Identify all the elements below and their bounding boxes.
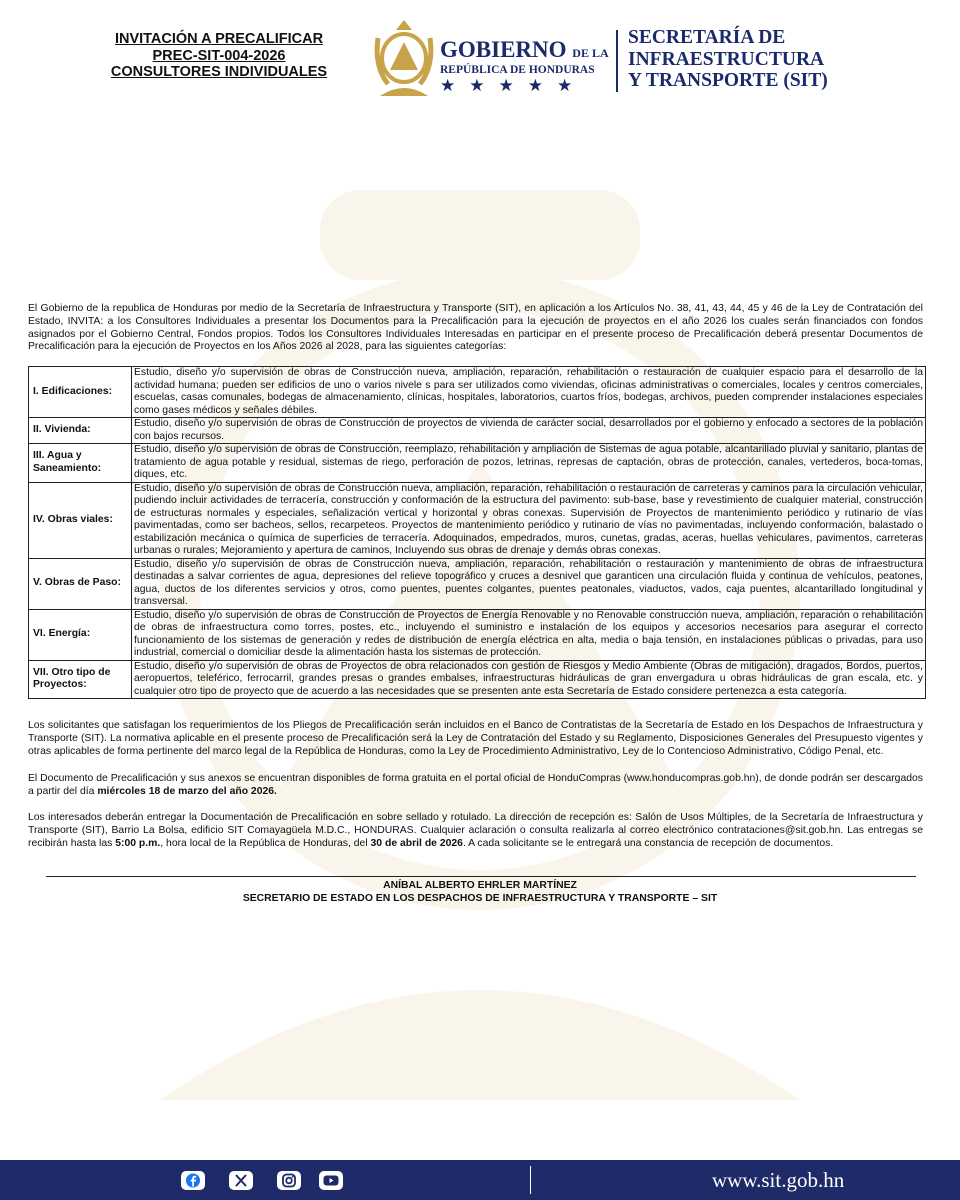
- facebook-icon[interactable]: [181, 1171, 205, 1190]
- x-icon[interactable]: [229, 1171, 253, 1190]
- availability-text: El Documento de Precalificación y sus anexos se encuentran disponibles de forma gratuita en el portal oficial de HonduCompras (www.honducompras.gob.hn), de donde podrán ser descargados a partir del día: [28, 773, 923, 797]
- availability-date: miércoles 18 de marzo del año 2026.: [97, 786, 277, 797]
- ministry-name-line: INFRAESTRUCTURA: [628, 48, 825, 70]
- ministry-name: [628, 27, 828, 92]
- invitation-title: [100, 31, 338, 81]
- government-name: [440, 38, 609, 65]
- category-description: Estudio, diseño y/o supervisión de obras de Proyectos de obra relacionados con gestión de Riesgos y Medio Ambiente (Obras de mitigación), dragados, Bordos, puertos, aeropuertos, teleférico, ferrocarril, grandes presas o grandes embalses, infraestructuras hidráulicas de gran envergadura u obras hidráulicas de gran escala, etc. y cualquier otro tipo de proyecto que de acuerdo a las necesidades que se presenten ante esta Secretaría de Estado considere pertenezca a esta categoría.: [132, 660, 926, 699]
- category-name: IV. Obras viales:: [29, 482, 132, 558]
- category-name: VI. Energía:: [29, 609, 132, 660]
- ministry-name-line: SECRETARÍA DE: [628, 27, 786, 48]
- categories-table: [28, 366, 926, 699]
- instagram-icon[interactable]: [277, 1171, 301, 1190]
- honduras-coat-of-arms-icon: [372, 18, 436, 98]
- signatory-name: ANÍBAL ALBERTO EHRLER MARTÍNEZ: [383, 880, 577, 891]
- category-name: V. Obras de Paso:: [29, 558, 132, 609]
- invitation-code: PREC-SIT-004-2026: [152, 47, 286, 64]
- category-description: Estudio, diseño y/o supervisión de obras de Construcción, reemplazo, rehabilitación y ampliación de Sistemas de agua potable, alcantarillado pluvial y sanitario, plantas de tratamiento de agua potable y residual, sistemas de riego, perforación de pozos, letrinas, represas de captación, obras de protección, canales, vertederos, boca-tomas, diques, etc.: [132, 444, 926, 483]
- delivery-paragraph: [28, 811, 923, 850]
- signature-line: [46, 876, 916, 877]
- category-description: Estudio, diseño y/o supervisión de obras de Construcción de proyectos de vivienda de carácter social, desarrollados por el gobierno y enfocado a sectores de la población con bajos recursos.: [132, 418, 926, 444]
- ministry-name-line: Y TRANSPORTE (SIT): [628, 70, 828, 91]
- intro-paragraph: El Gobierno de la republica de Honduras por medio de la Secretaría de Infraestructura y Transporte (SIT), en aplicación a los Artículos No. 38, 41, 43, 44, 45 y 46 de la Ley de Contratación del Estado, INVITA: a los Consultores Individuales a presentar los Documentos para la Precalificación para la ejecución de proyectos en el año 2026 los cuales serán financiados con fondos asignados por el Gobierno Central, Fondos propios. Todos los Consultores Individuales Interesadas en participar en el presente proceso de Precalificación deberá presentar Documentos de Precalificación para la ejecución de Proyectos en los Años 2026 al 2028, para las siguientes categorías:: [28, 303, 923, 353]
- table-row: [29, 367, 926, 418]
- category-description: Estudio, diseño y/o supervisión de obras de Construcción nueva, ampliación, reparación, rehabilitación o restauración de carreteras y caminos para la circulación vehicular, pudiendo incluir actividades de terracería, construcción y conformación de la estructura del pavimento: sub-base, base y revestimiento de cualquier material, construcción de estructuras normales y especiales, señalización vertical y horizontal y obras conexas. Supervisión de Proyectos de mantenimiento periódico y rutinario de vías pavimentadas, como ser bacheos, sellos, recarpeteos. Proyectos de mantenimiento periódico y rutinario de vías no pavimentadas, incluyendo conformación, balastado o estabilización mecánica o química de superficies de terracería. Adoquinados, empedrados, muros, cunetas, gradas, aceras, huellas vehiculares, pavimentos, carreteras urbanas o rurales; Mejoramiento y apertura de caminos, Incluyendo sus obras de drenaje y demás obras conexas.: [132, 482, 926, 558]
- delivery-text: . A cada solicitante se le entregará una constancia de recepción de documentos.: [462, 838, 834, 849]
- table-row: [29, 444, 926, 483]
- table-row: [29, 482, 926, 558]
- website-link[interactable]: www.sit.gob.hn: [712, 1168, 845, 1192]
- category-description: Estudio, diseño y/o supervisión de obras de Construcción nueva, ampliación, reparación, rehabilitación o restauración de cualquier espacio para el desarrollo de la actividad humana; pueden ser edificios de uno o varios nivele s para ser utilizados como viviendas, oficinas administrativas o comerciales, locales y centros comerciales, escuelas, casas comunales, bodegas de almacenamiento, clínicas, hospitales, laboratorios, cuartos fríos, bodegas, archivos, pueden comprender instalaciones especiales como gases médicos y señales débiles.: [132, 367, 926, 418]
- category-name: I. Edificaciones:: [29, 367, 132, 418]
- delivery-text: , hora local de la República de Honduras, del: [160, 838, 371, 849]
- youtube-icon[interactable]: [319, 1171, 343, 1190]
- category-description: Estudio, diseño y/o supervisión de obras de Construcción nueva, ampliación, reparación, rehabilitación o restauración y mantenimiento de obras de infraestructura destinadas a salvar corrientes de agua, depresiones del relieve topográfico y cruces a desnivel que garanticen una circulación fluida y continua de vehículos, peatones, agua, ductos de los diferentes servicios y otros, como puentes, puentes colgantes, puentes peatonales, viaductos, vados, caja puentes, alcantarillado longitudinal y transversal.: [132, 558, 926, 609]
- footer-bar: [0, 1160, 960, 1200]
- government-name-main: GOBIERNO: [440, 37, 567, 62]
- government-name-dela: DE LA: [572, 46, 609, 60]
- footer-divider: [530, 1166, 531, 1194]
- table-row: [29, 609, 926, 660]
- category-description: Estudio, diseño y/o supervisión de obras de Construcción de Proyectos de Energía Renovable y no Renovable construcción nueva, ampliación, reparación o rehabilitación de obras de infraestructura como torres, postes, etc., incluyendo el suministro e instalación de los equipos y accesorios necesarios para asegurar el correcto funcionamiento de los sistemas de generación y redes de distribución de energía eléctrica en alta, media o baja tensión, en instalaciones públicas o privadas, para uso industrial, comercial o domiciliar desde la alimentación hasta los sistemas de protección.: [132, 609, 926, 660]
- invitation-subtitle: CONSULTORES INDIVIDUALES: [110, 64, 328, 80]
- government-republic: REPÚBLICA DE HONDURAS: [440, 64, 595, 76]
- signatory-title: SECRETARIO DE ESTADO EN LOS DESPACHOS DE INFRAESTRUCTURA Y TRANSPORTE – SIT: [242, 893, 718, 904]
- table-row: [29, 558, 926, 609]
- invitation-title-line: INVITACIÓN A PRECALIFICAR: [114, 31, 324, 47]
- regulations-paragraph: Los solicitantes que satisfagan los requerimientos de los Pliegos de Precalificación serán incluidos en el Banco de Contratistas de la Secretaría de Estado en los Despachos de Infraestructura y Transporte (SIT). La normativa aplicable en el presente proceso de Precalificación será la Ley de Contratación del Estado y su Reglamento, Disposiciones Generales del Presupuesto vigentes y otras aplicables de forma pertinente del marco legal de la República de Honduras, como la Ley de Procedimiento Administrativo, Ley de lo Contencioso Administrativo, Código Penal, etc.: [28, 720, 923, 757]
- delivery-deadline: 30 de abril de 2026: [370, 838, 463, 849]
- stars-icon: ★★★★★: [440, 76, 587, 95]
- availability-paragraph: [28, 772, 923, 798]
- category-name: II. Vivienda:: [29, 418, 132, 444]
- table-row: [29, 660, 926, 699]
- delivery-time: 5:00 p.m.: [115, 838, 161, 849]
- document-header: [0, 0, 960, 110]
- category-name: VII. Otro tipo de Proyectos:: [29, 660, 132, 699]
- header-divider: [616, 30, 618, 92]
- table-row: [29, 418, 926, 444]
- category-name: III. Agua y Saneamiento:: [29, 444, 132, 483]
- delivery-text: Los interesados deberán entregar la Documentación de Precalificación en sobre sellado y rotulado. La dirección de recepción es: Salón de Usos Múltiples, de la Secretaría de Infraestructura y Transporte (SIT), Barrio La Bolsa, edificio SIT Comayagüela M.D.C., HONDURAS. Cualquier aclaración o consulta realizarla al correo electrónico contrataciones@sit.gob.hn. Las entregas se recibirán hasta las: [28, 812, 923, 849]
